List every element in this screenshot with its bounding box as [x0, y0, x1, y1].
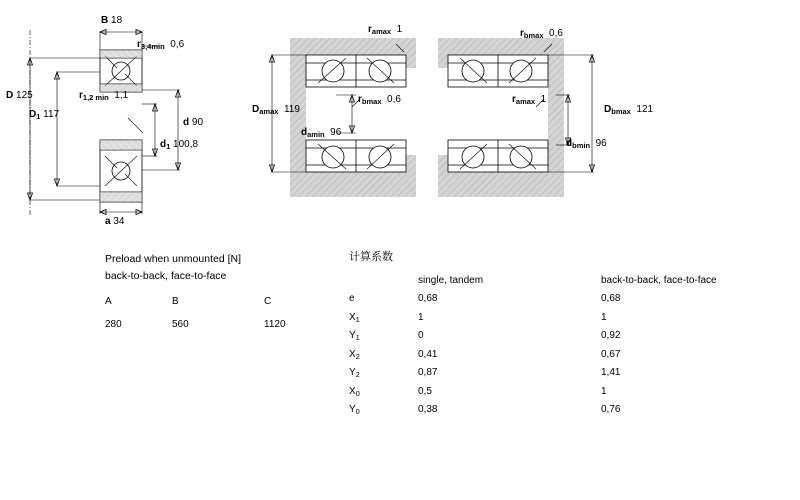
- factor-single-tandem-3: 0,41: [418, 348, 438, 360]
- preload-header-a: A: [105, 296, 112, 307]
- label-ramax-mid: $r_{amax}$ 1: [512, 94, 547, 106]
- preload-value-a: 280: [105, 319, 122, 330]
- factor-name-6: $Y_0$: [349, 404, 360, 416]
- factor-btb-ftf-1: 1: [601, 311, 607, 323]
- label-damin: $d_{amin}$ 96: [301, 127, 342, 139]
- factor-name-0: e: [349, 293, 355, 304]
- label-dbmin: $d_{bmin}$ 96: [566, 138, 607, 150]
- factors-col1-header: single, tandem: [418, 275, 484, 286]
- label-ramax-top: $r_{amax}$ 1: [368, 24, 403, 36]
- factor-btb-ftf-2: 0,92: [601, 330, 621, 341]
- label-Dbmax: $D_{bmax}$ 121: [604, 104, 654, 116]
- label-r12min: $r_{1,2 min}$ 1,1: [79, 90, 129, 102]
- right-bearing-pair-left: [270, 38, 417, 197]
- label-Damax: $D_{amax}$ 119: [252, 104, 300, 116]
- label-a: a 34: [105, 216, 125, 227]
- preload-title: Preload when unmounted [N]: [105, 253, 242, 265]
- factor-btb-ftf-3: 0,67: [601, 348, 621, 360]
- label-rbmax-mid: $r_{bmax}$ 0,6: [358, 94, 401, 106]
- factor-name-1: $X_1$: [349, 311, 360, 324]
- label-d1: $d_1$ 100,8: [160, 139, 199, 151]
- factor-name-4: $Y_2$: [349, 367, 360, 379]
- factor-single-tandem-1: 1: [418, 311, 424, 323]
- label-d: d 90: [183, 117, 204, 128]
- label-B: B 18: [101, 15, 123, 26]
- factor-name-2: $Y_1$: [349, 330, 360, 342]
- preload-table: [105, 296, 286, 333]
- right-bearing-pair-right: [438, 38, 595, 197]
- preload-value-row: [105, 310, 286, 333]
- preload-header-row: [105, 296, 286, 310]
- preload-value-c: 1120: [264, 319, 286, 330]
- factor-single-tandem-0: 0,68: [418, 293, 438, 304]
- factor-single-tandem-5: 0,5: [418, 385, 432, 397]
- factor-single-tandem-2: 0: [418, 330, 424, 341]
- factors-col2-header: back-to-back, face-to-face: [601, 275, 717, 286]
- factor-name-5: $X_0$: [349, 385, 360, 398]
- factor-btb-ftf-6: 0,76: [601, 404, 621, 415]
- factors-title: 计算系数: [349, 251, 393, 263]
- factor-btb-ftf-4: 1,41: [601, 367, 621, 378]
- preload-value-b: 560: [172, 319, 189, 330]
- label-r34min: $r_{3,4min}$ 0,6: [137, 39, 185, 51]
- label-rbmax-top: $r_{bmax}$ 0,6: [520, 28, 563, 40]
- factor-name-3: $X_2$: [349, 348, 360, 361]
- factor-single-tandem-4: 0,87: [418, 367, 438, 378]
- label-D1: $D_1$ 117: [29, 109, 60, 121]
- preload-header-c: C: [264, 296, 272, 307]
- preload-subtitle: back-to-back, face-to-face: [105, 270, 227, 282]
- label-D: D 125: [6, 90, 33, 101]
- factor-btb-ftf-0: 0,68: [601, 293, 621, 304]
- left-bearing-cross-section: [28, 30, 181, 216]
- factor-single-tandem-6: 0,38: [418, 404, 438, 415]
- factor-btb-ftf-5: 1: [601, 385, 607, 397]
- preload-header-b: B: [172, 296, 179, 307]
